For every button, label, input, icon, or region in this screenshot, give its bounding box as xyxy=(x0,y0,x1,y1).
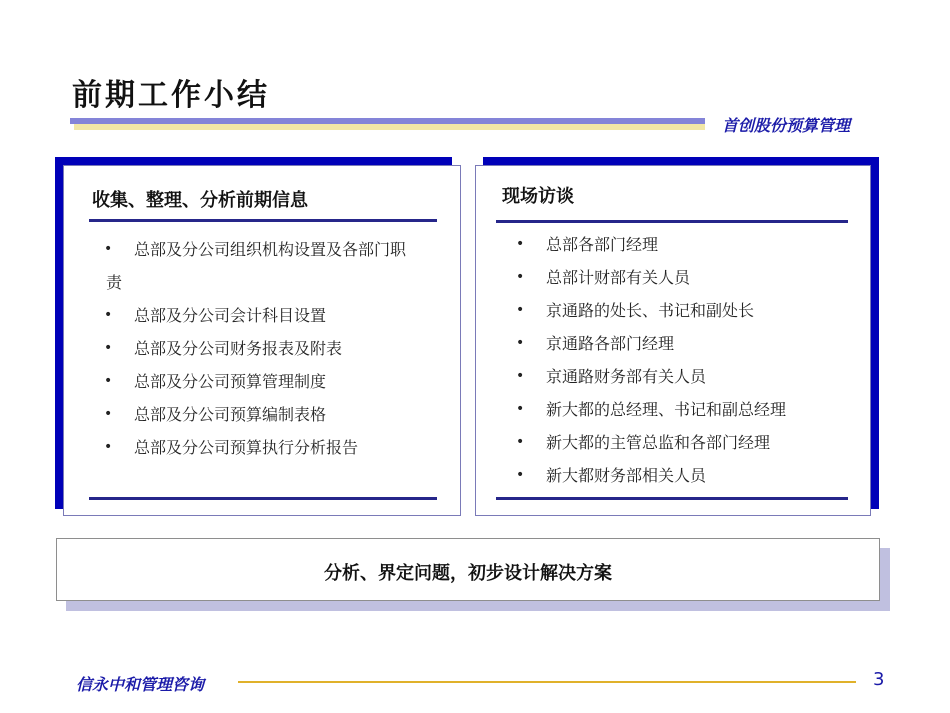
bullet-icon: • xyxy=(104,307,113,323)
bullet-icon: • xyxy=(516,269,525,285)
list-item: • 总部计财部有关人员 xyxy=(516,261,856,294)
left-panel-top-rule xyxy=(89,219,437,222)
list-item: • 总部及分公司预算执行分析报告 xyxy=(104,431,454,464)
list-item: • 总部及分公司组织机构设置及各部门职 xyxy=(104,233,454,266)
list-item: • 新大都财务部相关人员 xyxy=(516,459,856,492)
bullet-icon: • xyxy=(516,467,525,483)
list-item: • 新大都的主管总监和各部门经理 xyxy=(516,426,856,459)
right-panel-list xyxy=(516,228,856,492)
bullet-icon: • xyxy=(104,340,113,356)
page-number: 3 xyxy=(873,669,885,690)
bullet-icon: • xyxy=(104,241,113,257)
list-item: • 新大都的总经理、书记和副总经理 xyxy=(516,393,856,426)
title-underline-yellow xyxy=(74,124,705,130)
conclusion-text: 分析、界定问题，初步设计解决方案 xyxy=(324,563,612,584)
left-panel-list xyxy=(104,233,454,464)
list-item: • 总部及分公司预算管理制度 xyxy=(104,365,454,398)
bullet-icon: • xyxy=(516,335,525,351)
left-panel-heading: 收集、整理、分析前期信息 xyxy=(92,190,308,211)
bullet-icon: • xyxy=(516,401,525,417)
bullet-icon: • xyxy=(104,406,113,422)
left-panel xyxy=(63,165,461,516)
list-item: • 总部及分公司会计科目设置 xyxy=(104,299,454,332)
list-item: • 京通路财务部有关人员 xyxy=(516,360,856,393)
list-item: • 京通路各部门经理 xyxy=(516,327,856,360)
right-panel-heading: 现场访谈 xyxy=(502,186,574,207)
bullet-icon: • xyxy=(516,434,525,450)
footer-rule xyxy=(238,681,856,683)
list-item: • 总部及分公司预算编制表格 xyxy=(104,398,454,431)
left-panel-bottom-rule xyxy=(89,497,437,500)
list-item: • 京通路的处长、书记和副处长 xyxy=(516,294,856,327)
list-item: • 总部各部门经理 xyxy=(516,228,856,261)
bullet-icon: • xyxy=(516,302,525,318)
bullet-icon: • xyxy=(104,439,113,455)
footer-company: 信永中和管理咨询 xyxy=(76,675,205,694)
list-item-continuation: 责 xyxy=(106,273,123,292)
list-item: • 总部及分公司财务报表及附表 xyxy=(104,332,454,365)
right-panel-bottom-rule xyxy=(496,497,848,500)
right-panel-top-rule xyxy=(496,220,848,223)
right-panel xyxy=(475,165,871,516)
bullet-icon: • xyxy=(104,373,113,389)
bullet-icon: • xyxy=(516,368,525,384)
title-underline xyxy=(70,118,705,130)
conclusion-box xyxy=(56,538,880,601)
slide-title: 前期工作小结 xyxy=(72,78,270,113)
bullet-icon: • xyxy=(516,236,525,252)
brand-label: 首创股份预算管理 xyxy=(722,116,851,135)
